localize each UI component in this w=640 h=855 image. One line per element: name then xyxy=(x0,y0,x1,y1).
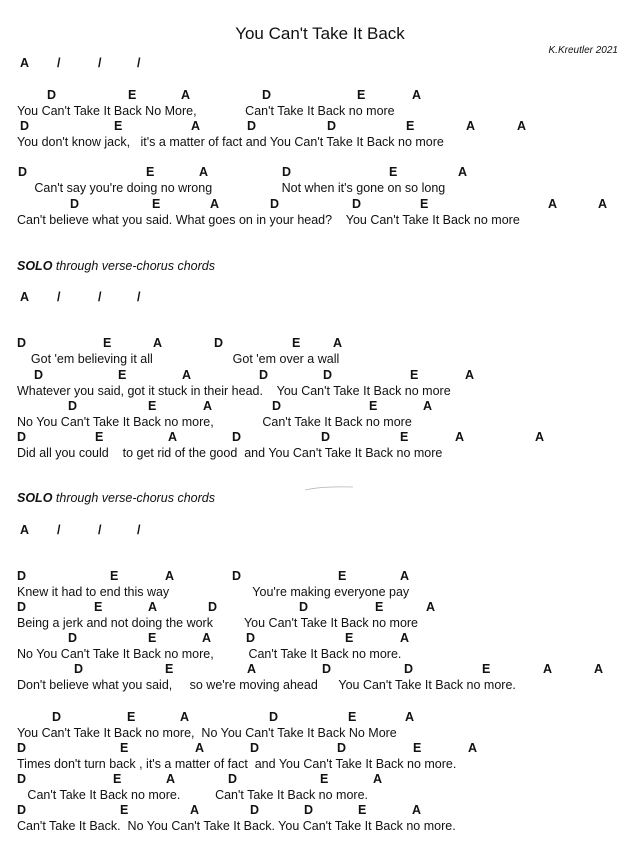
chord-symbol: E xyxy=(120,803,129,817)
chord-symbol: D xyxy=(17,600,27,614)
chord-symbol: A xyxy=(426,600,436,614)
chord-row xyxy=(0,569,640,585)
solo-instruction xyxy=(17,491,215,505)
chord-symbol: / xyxy=(57,56,61,70)
lyric-line: Can't believe what you said. What goes on in your head? You Can't Take It Back no more xyxy=(17,213,520,227)
chord-symbol: A xyxy=(190,803,200,817)
chord-symbol: A xyxy=(166,772,176,786)
lyric-row xyxy=(0,446,640,462)
chord-symbol: A xyxy=(199,165,209,179)
chord-symbol: A xyxy=(195,741,205,755)
chord-symbol: D xyxy=(17,772,27,786)
chord-symbol: / xyxy=(57,290,61,304)
chord-symbol: E xyxy=(127,710,136,724)
chord-symbol: D xyxy=(228,772,238,786)
chord-symbol: A xyxy=(465,368,475,382)
chord-symbol: E xyxy=(320,772,329,786)
lyric-line: Can't Take It Back. No You Can't Take It Back. You Can't Take It Back no more. xyxy=(17,819,456,833)
chord-row xyxy=(0,803,640,819)
chord-symbol: A xyxy=(535,430,545,444)
chord-row xyxy=(0,119,640,135)
chord-symbol: A xyxy=(168,430,178,444)
lyric-row xyxy=(0,757,640,773)
chord-symbol: D xyxy=(70,197,80,211)
chord-symbol: E xyxy=(413,741,422,755)
lyric-line: You Can't Take It Back no more, No You Can't Take It Back No More xyxy=(17,726,397,740)
chord-symbol: E xyxy=(103,336,112,350)
lyric-row xyxy=(0,819,640,835)
chord-symbol: D xyxy=(47,88,57,102)
chord-symbol: / xyxy=(137,56,141,70)
chord-symbol: / xyxy=(98,523,102,537)
chord-row xyxy=(0,772,640,788)
chord-symbol: D xyxy=(250,803,260,817)
chord-symbol: / xyxy=(137,523,141,537)
lyric-row xyxy=(0,678,640,694)
chord-symbol: E xyxy=(420,197,429,211)
chord-symbol: E xyxy=(410,368,419,382)
chord-symbol: E xyxy=(400,430,409,444)
chord-symbol: E xyxy=(148,399,157,413)
chord-row xyxy=(0,197,640,213)
chord-symbol: E xyxy=(95,430,104,444)
chord-symbol: E xyxy=(406,119,415,133)
chord-row xyxy=(0,662,640,678)
chord-symbol: D xyxy=(18,165,28,179)
chord-symbol: A xyxy=(180,710,190,724)
chord-symbol: E xyxy=(292,336,301,350)
chord-symbol: A xyxy=(202,631,212,645)
chord-symbol: D xyxy=(68,399,78,413)
chord-symbol: D xyxy=(74,662,84,676)
chord-row xyxy=(0,710,640,726)
chord-symbol: A xyxy=(400,569,410,583)
chord-row xyxy=(0,600,640,616)
lyric-line: Whatever you said, got it stuck in their head. You Can't Take It Back no more xyxy=(17,384,451,398)
chord-symbol: / xyxy=(57,523,61,537)
chord-symbol: D xyxy=(17,741,27,755)
chord-symbol: D xyxy=(232,430,242,444)
chord-symbol: / xyxy=(98,290,102,304)
chord-symbol: D xyxy=(352,197,362,211)
chord-symbol: A xyxy=(412,803,422,817)
chord-symbol: E xyxy=(110,569,119,583)
chord-symbol: A xyxy=(598,197,608,211)
chord-symbol: E xyxy=(389,165,398,179)
chord-row xyxy=(0,336,640,352)
lyric-row xyxy=(0,352,640,368)
chord-symbol: D xyxy=(214,336,224,350)
chord-symbol: A xyxy=(548,197,558,211)
chord-symbol: D xyxy=(270,197,280,211)
chord-symbol: E xyxy=(345,631,354,645)
lyric-row xyxy=(0,647,640,663)
chord-symbol: D xyxy=(17,430,27,444)
chord-symbol: E xyxy=(128,88,137,102)
chord-symbol: E xyxy=(338,569,347,583)
chord-symbol: A xyxy=(468,741,478,755)
chord-symbol: D xyxy=(208,600,218,614)
chord-symbol: A xyxy=(423,399,433,413)
chord-symbol: D xyxy=(337,741,347,755)
chord-symbol: E xyxy=(165,662,174,676)
chord-symbol: D xyxy=(299,600,309,614)
chord-row xyxy=(0,88,640,104)
lyric-line: You Can't Take It Back No More, Can't Take It Back no more xyxy=(17,104,395,118)
chord-symbol: A xyxy=(20,523,30,537)
chord-row xyxy=(0,631,640,647)
lyric-line: Times don't turn back , it's a matter of fact and You Can't Take It Back no more. xyxy=(17,757,457,771)
chord-symbol: A xyxy=(20,290,30,304)
chord-symbol: D xyxy=(232,569,242,583)
chord-symbol: A xyxy=(247,662,257,676)
chord-row xyxy=(0,368,640,384)
lyric-line: Being a jerk and not doing the work You Can't Take It Back no more xyxy=(17,616,419,630)
chord-symbol: A xyxy=(153,336,163,350)
scan-speck xyxy=(303,485,355,491)
chord-symbol: E xyxy=(152,197,161,211)
chord-row xyxy=(0,523,640,539)
chord-symbol: D xyxy=(327,119,337,133)
chord-symbol: D xyxy=(323,368,333,382)
chord-symbol: D xyxy=(17,336,27,350)
lyric-line: Knew it had to end this way You're making everyone pay xyxy=(17,585,410,599)
author-credit: K.Kreutler 2021 xyxy=(548,45,618,56)
chord-symbol: D xyxy=(17,803,27,817)
chord-symbol: / xyxy=(98,56,102,70)
chord-row xyxy=(0,399,640,415)
chord-symbol: E xyxy=(348,710,357,724)
chord-symbol: A xyxy=(466,119,476,133)
solo-label: SOLO xyxy=(17,259,53,273)
lyric-row xyxy=(0,726,640,742)
lyric-line: Don't believe what you said, so we're moving ahead You Can't Take It Back no more. xyxy=(17,678,516,692)
chord-symbol: A xyxy=(191,119,201,133)
chord-symbol: E xyxy=(94,600,103,614)
chord-symbol: A xyxy=(458,165,468,179)
chord-symbol: A xyxy=(182,368,192,382)
lyric-line: No You Can't Take It Back no more, Can't Take It Back no more. xyxy=(17,647,402,661)
lyric-line: Did all you could to get rid of the good and You Can't Take It Back no more xyxy=(17,446,443,460)
solo-label: SOLO xyxy=(17,491,53,505)
chord-symbol: A xyxy=(455,430,465,444)
chord-symbol: A xyxy=(210,197,220,211)
chord-symbol: D xyxy=(68,631,78,645)
chord-symbol: / xyxy=(137,290,141,304)
lyric-line: No You Can't Take It Back no more, Can't Take It Back no more xyxy=(17,415,412,429)
chord-row xyxy=(0,165,640,181)
chord-symbol: A xyxy=(20,56,30,70)
chord-symbol: D xyxy=(321,430,331,444)
chord-symbol: A xyxy=(165,569,175,583)
chord-symbol: D xyxy=(34,368,44,382)
chord-symbol: E xyxy=(146,165,155,179)
chord-symbol: D xyxy=(247,119,257,133)
chord-symbol: D xyxy=(17,569,27,583)
song-title: You Can't Take It Back xyxy=(235,24,405,43)
chord-symbol: E xyxy=(148,631,157,645)
chord-symbol: D xyxy=(282,165,292,179)
lyric-row xyxy=(0,181,640,197)
chord-symbol: E xyxy=(369,399,378,413)
chord-symbol: D xyxy=(250,741,260,755)
chord-symbol: D xyxy=(269,710,279,724)
chord-row xyxy=(0,56,640,72)
chord-symbol: D xyxy=(304,803,314,817)
chord-symbol: A xyxy=(405,710,415,724)
chord-symbol: D xyxy=(52,710,62,724)
chord-symbol: A xyxy=(517,119,527,133)
lyric-line: Can't Take It Back no more. Can't Take It Back no more. xyxy=(17,788,368,802)
lyric-row xyxy=(0,585,640,601)
chord-symbol: E xyxy=(120,741,129,755)
chord-symbol: D xyxy=(259,368,269,382)
lyric-row xyxy=(0,384,640,400)
lyric-row xyxy=(0,135,640,151)
chord-symbol: A xyxy=(333,336,343,350)
chord-symbol: A xyxy=(543,662,553,676)
chord-symbol: A xyxy=(203,399,213,413)
chord-symbol: E xyxy=(118,368,127,382)
chord-symbol: A xyxy=(373,772,383,786)
chord-symbol: E xyxy=(482,662,491,676)
chord-symbol: A xyxy=(412,88,422,102)
chord-row xyxy=(0,290,640,306)
chord-symbol: D xyxy=(246,631,256,645)
chord-row xyxy=(0,741,640,757)
solo-text: through verse-chorus chords xyxy=(52,259,216,273)
lyric-line: Can't say you're doing no wrong Not when it's gone on so long xyxy=(17,181,446,195)
chord-symbol: E xyxy=(357,88,366,102)
chord-symbol: D xyxy=(262,88,272,102)
solo-text: through verse-chorus chords xyxy=(52,491,216,505)
chord-symbol: E xyxy=(375,600,384,614)
lyric-row xyxy=(0,616,640,632)
lyric-line: You don't know jack, it's a matter of fact and You Can't Take It Back no more xyxy=(17,135,444,149)
lyric-row xyxy=(0,415,640,431)
chord-symbol: D xyxy=(404,662,414,676)
chord-symbol: D xyxy=(272,399,282,413)
lyric-row xyxy=(0,213,640,229)
lyric-line: Got 'em believing it all Got 'em over a wall xyxy=(17,352,340,366)
lyric-row xyxy=(0,104,640,120)
chord-symbol: D xyxy=(322,662,332,676)
solo-instruction xyxy=(17,259,215,273)
chord-symbol: A xyxy=(148,600,158,614)
chord-symbol: E xyxy=(358,803,367,817)
chord-symbol: E xyxy=(114,119,123,133)
chord-row xyxy=(0,430,640,446)
chord-symbol: E xyxy=(113,772,122,786)
chord-symbol: D xyxy=(20,119,30,133)
chord-symbol: A xyxy=(181,88,191,102)
chord-symbol: A xyxy=(594,662,604,676)
lyric-row xyxy=(0,788,640,804)
chord-symbol: A xyxy=(400,631,410,645)
